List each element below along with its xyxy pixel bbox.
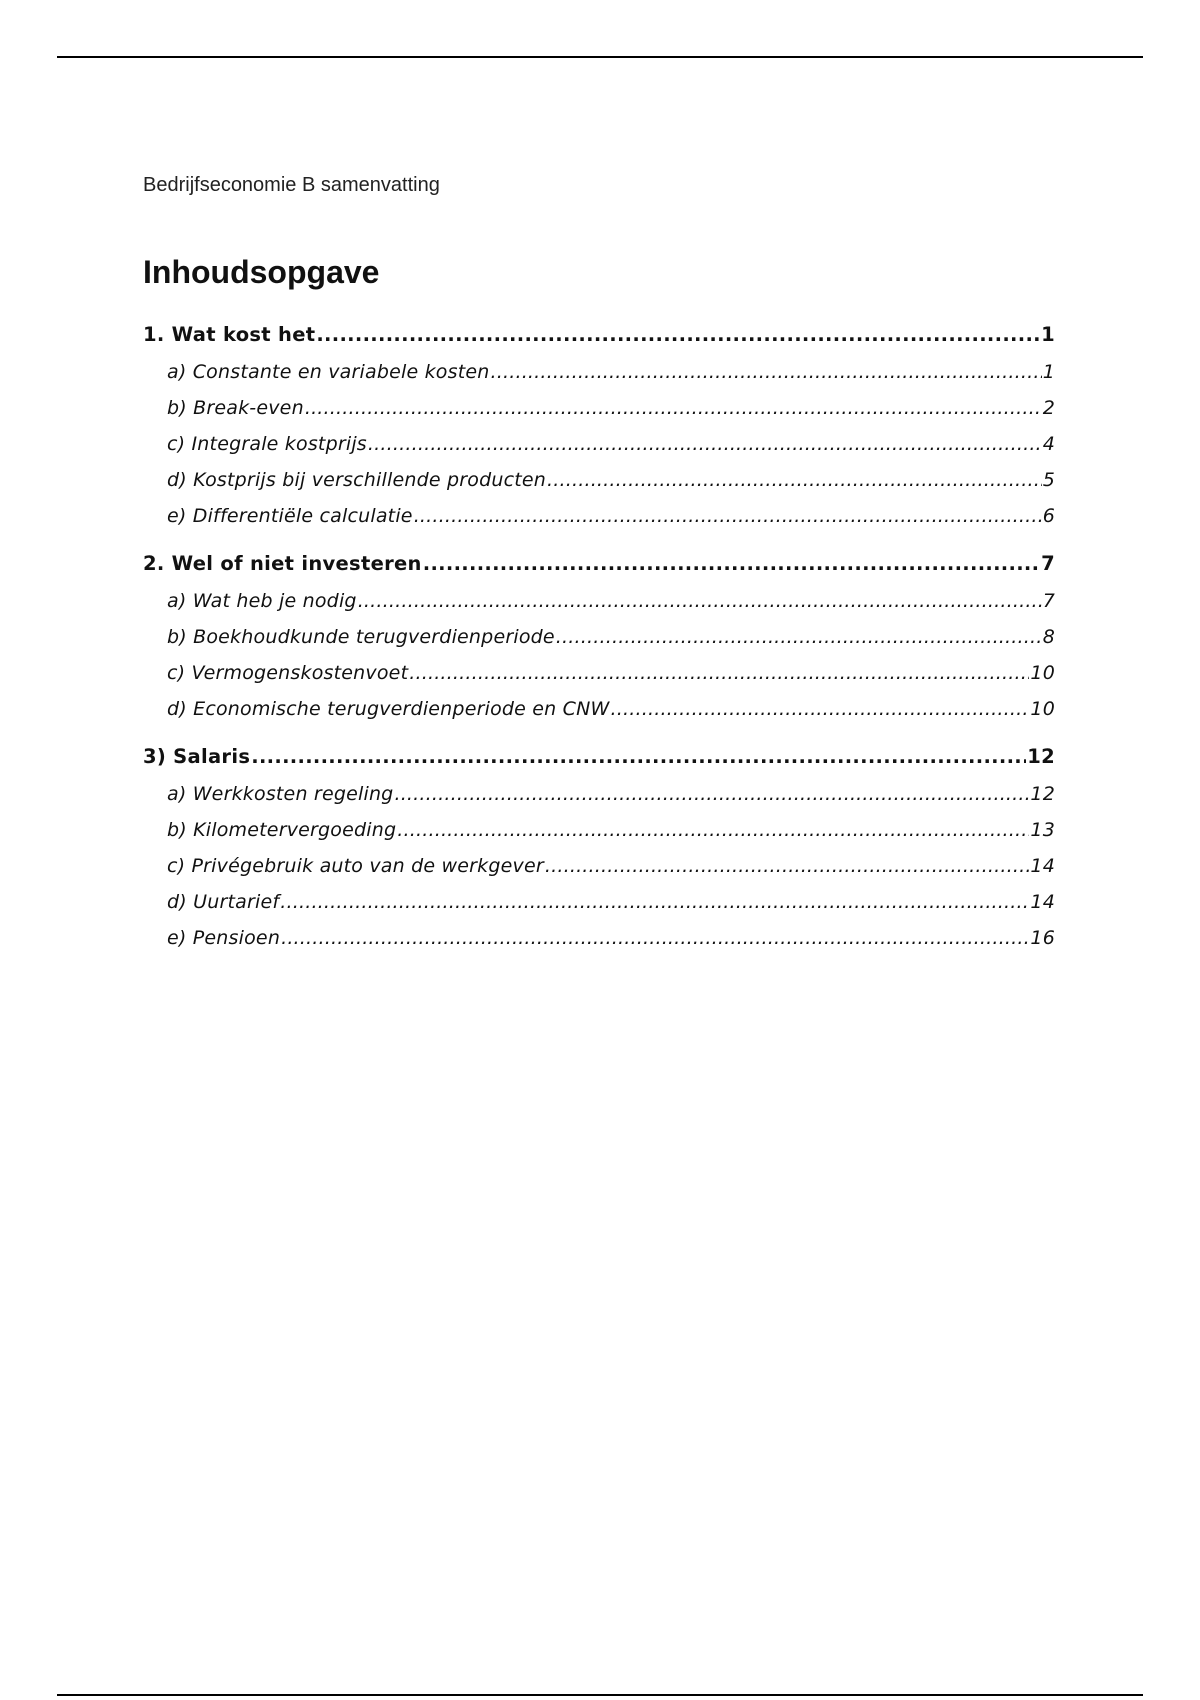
- toc-entry-label: a) Constante en variabele kosten: [167, 361, 490, 383]
- toc-entry[interactable]: [143, 462, 1055, 498]
- toc-entry[interactable]: [143, 390, 1055, 426]
- toc-entry-page: 13: [1030, 819, 1055, 841]
- toc-leader-dots: [409, 655, 1029, 691]
- toc-entry[interactable]: [143, 848, 1055, 884]
- toc-entry-label: a) Werkkosten regeling: [167, 783, 394, 805]
- toc-entry[interactable]: [143, 920, 1055, 956]
- toc-entry-label: b) Boekhoudkunde terugverdienperiode: [167, 626, 555, 648]
- toc-leader-dots: [545, 848, 1030, 884]
- toc-entry-page: 14: [1030, 855, 1055, 877]
- toc-leader-dots: [491, 354, 1042, 390]
- toc-leader-dots: [547, 462, 1042, 498]
- toc-entry-page: 14: [1030, 891, 1055, 913]
- toc-leader-dots: [316, 316, 1040, 354]
- toc-entry-label: c) Integrale kostprijs: [167, 433, 367, 455]
- toc-entry-label: c) Vermogenskostenvoet: [167, 662, 409, 684]
- toc-entry-page: 5: [1042, 469, 1055, 491]
- toc-entry-page: 8: [1042, 626, 1055, 648]
- toc-leader-dots: [305, 390, 1042, 426]
- toc-entry-section-3[interactable]: [143, 738, 1055, 776]
- toc-entry-section-1[interactable]: [143, 316, 1055, 354]
- toc-leader-dots: [251, 738, 1026, 776]
- toc-leader-dots: [556, 619, 1042, 655]
- toc-entry-page: 2: [1042, 397, 1055, 419]
- toc-entry-label: d) Economische terugverdienperiode en CNW: [167, 698, 610, 720]
- toc-entry-page: 16: [1030, 927, 1055, 949]
- toc-leader-dots: [397, 812, 1029, 848]
- table-of-contents: [143, 316, 1055, 967]
- toc-leader-dots: [423, 545, 1040, 583]
- toc-entry[interactable]: [143, 498, 1055, 534]
- toc-section: [143, 738, 1055, 956]
- toc-entry[interactable]: [143, 812, 1055, 848]
- document-title: Bedrijfseconomie B samenvatting: [143, 174, 440, 196]
- toc-leader-dots: [611, 691, 1030, 727]
- toc-leader-dots: [414, 498, 1042, 534]
- header-rule: [57, 56, 1143, 58]
- toc-section: [143, 545, 1055, 727]
- toc-entry-label: d) Kostprijs bij verschillende producten: [167, 469, 547, 491]
- toc-entry[interactable]: [143, 426, 1055, 462]
- toc-entry[interactable]: [143, 776, 1055, 812]
- toc-entry-page: 1: [1042, 361, 1055, 383]
- toc-entry[interactable]: [143, 583, 1055, 619]
- toc-leader-dots: [280, 884, 1029, 920]
- toc-entry-page: 6: [1042, 505, 1055, 527]
- toc-entry[interactable]: [143, 354, 1055, 390]
- toc-entry-section-2[interactable]: [143, 545, 1055, 583]
- toc-entry-page: 12: [1027, 745, 1055, 768]
- toc-entry-label: a) Wat heb je nodig: [167, 590, 357, 612]
- toc-entry-label: 3) Salaris: [143, 745, 251, 768]
- toc-entry-label: d) Uurtarief: [167, 891, 280, 913]
- toc-section: [143, 316, 1055, 534]
- toc-entry-page: 7: [1042, 590, 1055, 612]
- toc-entry[interactable]: [143, 884, 1055, 920]
- toc-leader-dots: [394, 776, 1029, 812]
- toc-entry-page: 10: [1030, 698, 1055, 720]
- toc-entry-page: 4: [1042, 433, 1055, 455]
- toc-entry[interactable]: [143, 655, 1055, 691]
- toc-entry[interactable]: [143, 691, 1055, 727]
- toc-entry[interactable]: [143, 619, 1055, 655]
- toc-leader-dots: [368, 426, 1042, 462]
- toc-entry-label: e) Differentiële calculatie: [167, 505, 413, 527]
- toc-entry-label: 2. Wel of niet investeren: [143, 552, 422, 575]
- toc-entry-page: 7: [1041, 552, 1055, 575]
- toc-entry-page: 10: [1030, 662, 1055, 684]
- toc-entry-label: b) Kilometervergoeding: [167, 819, 397, 841]
- toc-entry-page: 1: [1041, 323, 1055, 346]
- toc-heading: Inhoudsopgave: [143, 254, 380, 290]
- toc-entry-label: c) Privégebruik auto van de werkgever: [167, 855, 544, 877]
- toc-entry-label: b) Break-even: [167, 397, 304, 419]
- toc-leader-dots: [281, 920, 1029, 956]
- toc-entry-label: 1. Wat kost het: [143, 323, 316, 346]
- toc-entry-page: 12: [1030, 783, 1055, 805]
- footer-rule: [57, 1694, 1143, 1696]
- toc-entry-label: e) Pensioen: [167, 927, 281, 949]
- toc-leader-dots: [358, 583, 1042, 619]
